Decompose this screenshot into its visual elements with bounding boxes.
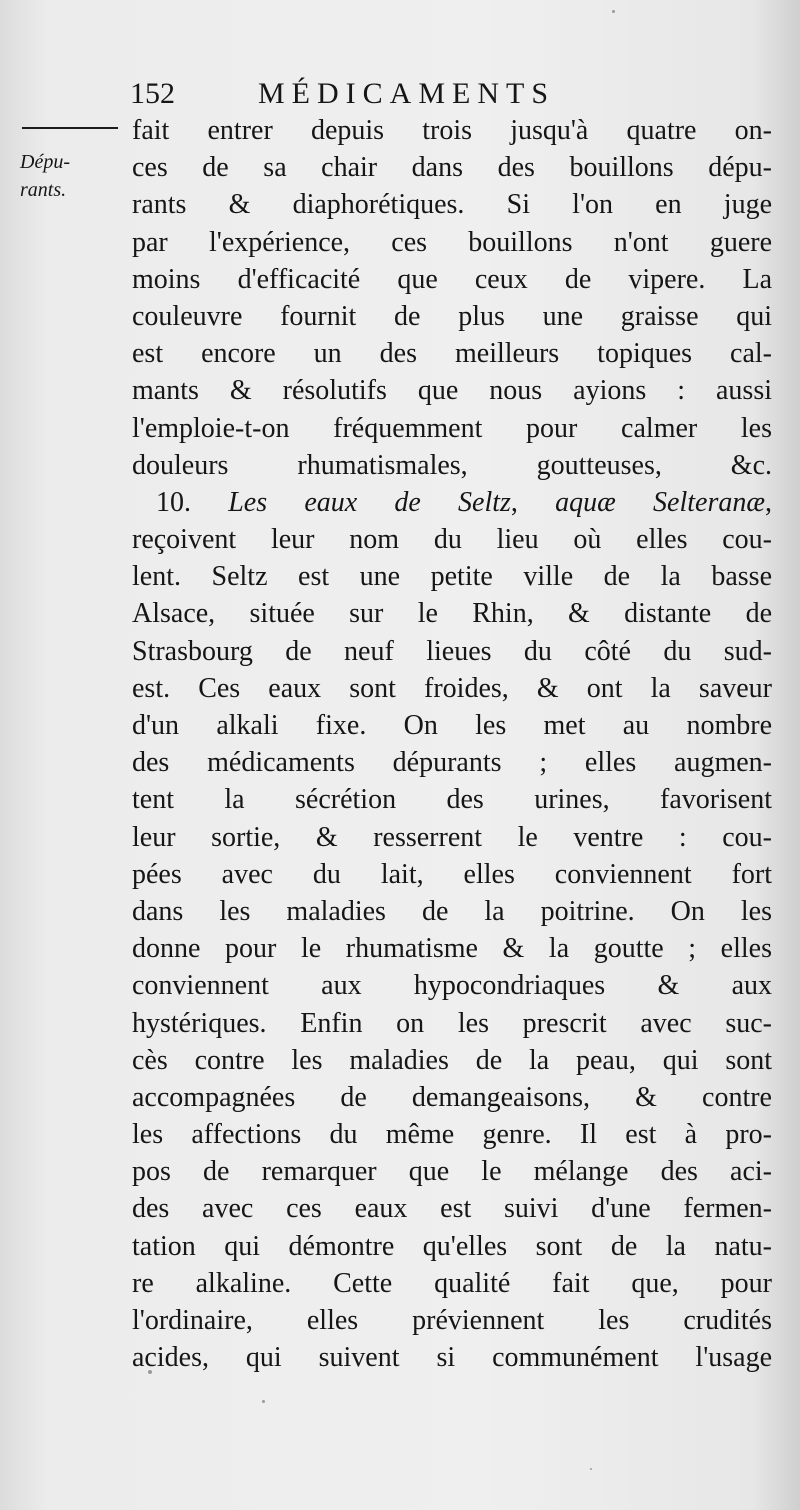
text-line: est encore un des meilleurs topiques cal-: [132, 338, 772, 370]
text-line: par l'expérience, ces bouillons n'ont guere: [132, 226, 772, 258]
text-line: mants & résolutifs que nous ayions : aussi: [132, 375, 772, 407]
text-line: Strasbourg de neuf lieues du côté du sud-: [132, 635, 772, 667]
text-line: tation qui démontre qu'elles sont de la natu-: [132, 1230, 772, 1262]
text-line: des médicaments dépurants ; elles augmen-: [132, 747, 772, 779]
text-line: tent la sécrétion des urines, favorisent: [132, 784, 772, 816]
section-trailing-comma: ,: [765, 486, 772, 518]
section-latin-name: aquæ Selteranæ: [555, 486, 766, 518]
text-line: leur sortie, & resserrent le ventre : cou-: [132, 821, 772, 853]
text-line: accompagnées de demangeaisons, & contre: [132, 1081, 772, 1113]
text-line: lent. Seltz est une petite ville de la basse: [132, 561, 772, 593]
text-line: dans les maladies de la poitrine. On les: [132, 895, 772, 927]
page-number: 152: [130, 77, 175, 110]
text-line: couleuvre fournit de plus une graisse qui: [132, 300, 772, 332]
text-line: fait entrer depuis trois jusqu'à quatre on-: [132, 115, 772, 146]
text-line: pées avec du lait, elles conviennent fort: [132, 858, 772, 890]
text-line: moins d'efficacité que ceux de vipere. La: [132, 263, 772, 295]
text-line: pos de remarquer que le mélange des aci-: [132, 1156, 772, 1188]
paper-speck: [262, 1400, 265, 1403]
margin-note: [20, 148, 120, 204]
text-line: hystériques. Enfin on les prescrit avec suc-: [132, 1007, 772, 1039]
text-line: rants & diaphorétiques. Si l'on en juge: [132, 189, 772, 221]
text-line: est. Ces eaux sont froides, & ont la saveur: [132, 672, 772, 704]
text-line: Alsace, située sur le Rhin, & distante de: [132, 598, 772, 630]
text-line: l'emploie-t-on fréquemment pour calmer les: [132, 412, 772, 444]
margin-note-line: Dépu-: [20, 151, 70, 173]
section-heading-line: [132, 484, 772, 521]
text-line: des avec ces eaux est suivi d'une fermen-: [132, 1193, 772, 1225]
text-line: ces de sa chair dans des bouillons dépu-: [132, 152, 772, 184]
text-line: reçoivent leur nom du lieu où elles cou-: [132, 524, 772, 556]
text-line: les affections du même genre. Il est à pro-: [132, 1119, 772, 1151]
paper-speck: [612, 10, 615, 13]
text-line: d'un alkali fixe. On les met au nombre: [132, 710, 772, 741]
margin-rule: [22, 127, 118, 129]
body-text: [132, 112, 772, 1376]
paper-speck: [590, 1468, 592, 1470]
running-title: MÉDICAMENTS: [258, 77, 556, 110]
page-header: [130, 74, 770, 114]
text-line: douleurs rhumatismales, goutteuses, &c.: [132, 449, 772, 481]
section-separator: ,: [510, 486, 518, 518]
text-line: re alkaline. Cette qualité fait que, pour: [132, 1267, 772, 1299]
text-line: acides, qui suivent si communément l'usage: [132, 1342, 772, 1374]
section-title: Les eaux de Seltz: [228, 486, 511, 518]
text-line: donne pour le rhumatisme & la goutte ; elles: [132, 933, 772, 965]
text-line: conviennent aux hypocondriaques & aux: [132, 970, 772, 1002]
text-line: cès contre les maladies de la peau, qui sont: [132, 1044, 772, 1076]
margin-note-line: rants.: [20, 179, 67, 201]
text-line: l'ordinaire, elles préviennent les crudités: [132, 1305, 772, 1336]
section-number: 10.: [156, 486, 191, 518]
